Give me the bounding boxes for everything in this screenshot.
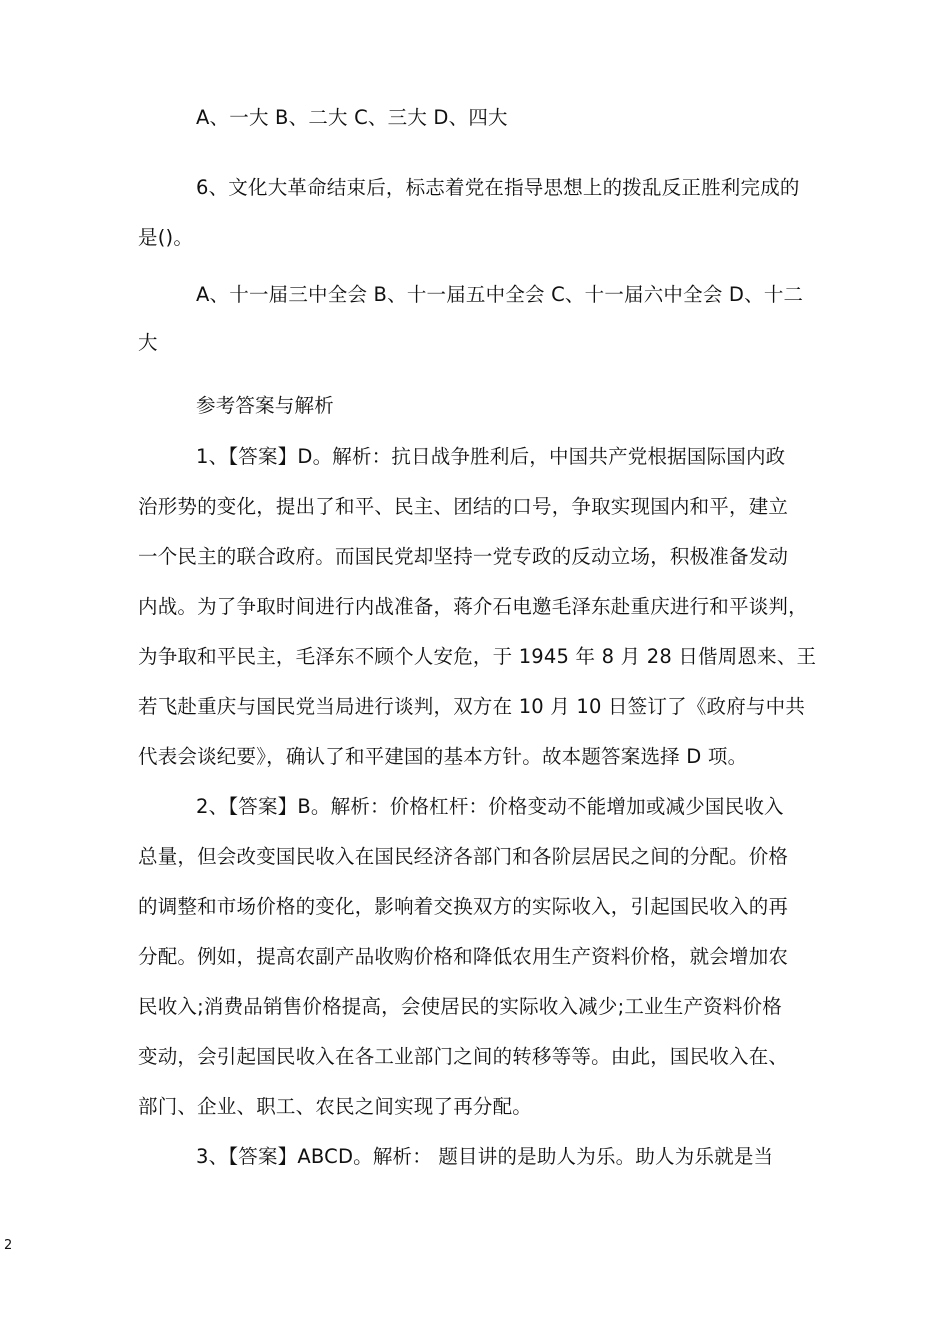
answer-2-line-3: 的调整和市场价格的变化，影响着交换双方的实际收入，引起国民收入的再 (138, 895, 789, 918)
answer-2-line-6: 变动，会引起国民收入在各工业部门之间的转移等等。由此，国民收入在、 (138, 1045, 789, 1068)
answer-1-line-6: 若飞赴重庆与国民党当局进行谈判，双方在 10 月 10 日签订了《政府与中共 (138, 695, 806, 718)
answer-2-line-7: 部门、企业、职工、农民之间实现了再分配。 (138, 1095, 533, 1118)
answer-1-line-2: 治形势的变化，提出了和平、民主、团结的口号，争取实现国内和平，建立 (138, 495, 789, 518)
option-line-q6-cont: 大 (138, 331, 158, 354)
answer-1-line-4: 内战。为了争取时间进行内战准备，蒋介石电邀毛泽东赴重庆进行和平谈判， (138, 595, 808, 618)
question-6-line-1: 6、文化大革命结束后，标志着党在指导思想上的拨乱反正胜利完成的 (196, 176, 800, 199)
answer-1-line-5: 为争取和平民主，毛泽东不顾个人安危，于 1945 年 8 月 28 日偕周恩来、王 (138, 645, 817, 668)
answer-1-line-3: 一个民主的联合政府。而国民党却坚持一党专政的反动立场，积极准备发动 (138, 545, 789, 568)
section-heading: 参考答案与解析 (196, 394, 334, 417)
answer-2-line-1: 2、【答案】B。解析：价格杠杆：价格变动不能增加或减少国民收入 (196, 795, 784, 818)
page-number: 2 (4, 1238, 13, 1253)
question-6-line-2: 是()。 (138, 226, 194, 249)
option-line-q5: A、一大 B、二大 C、三大 D、四大 (196, 106, 508, 129)
answer-2-line-5: 民收入;消费品销售价格提高，会使居民的实际收入减少;工业生产资料价格 (138, 995, 782, 1018)
option-line-q6: A、十一届三中全会 B、十一届五中全会 C、十一届六中全会 D、十二 (196, 283, 804, 306)
answer-2-line-4: 分配。例如，提高农副产品收购价格和降低农用生产资料价格，就会增加农 (138, 945, 789, 968)
answer-1-line-1: 1、【答案】D。解析：抗日战争胜利后，中国共产党根据国际国内政 (196, 445, 786, 468)
answer-3-line-1: 3、【答案】ABCD。解析： 题目讲的是助人为乐。助人为乐就是当 (196, 1145, 774, 1168)
answer-1-line-7: 代表会谈纪要》，确认了和平建国的基本方针。故本题答案选择 D 项。 (138, 745, 748, 768)
answer-2-line-2: 总量，但会改变国民收入在国民经济各部门和各阶层居民之间的分配。价格 (138, 845, 789, 868)
